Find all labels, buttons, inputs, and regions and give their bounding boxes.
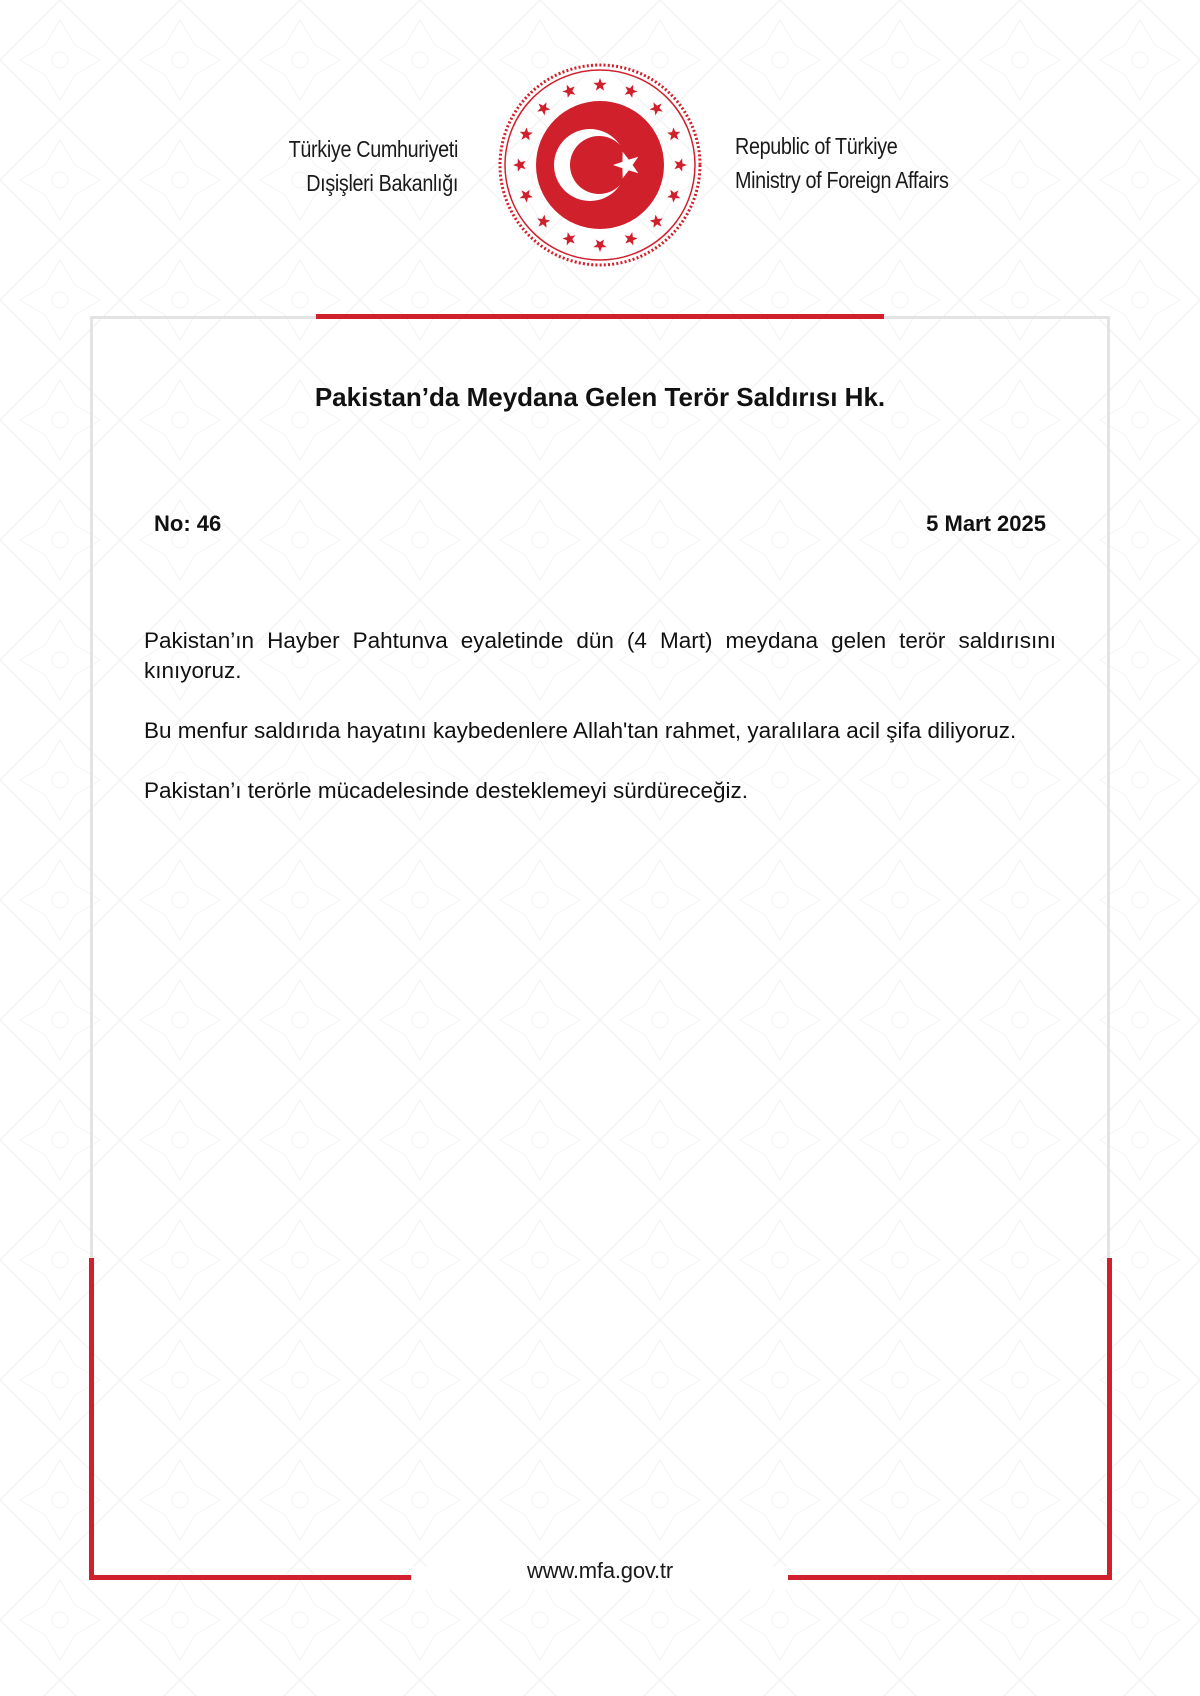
frame-bottom-right-accent: [788, 1575, 1112, 1580]
body-paragraph: Pakistan’ı terörle mücadelesinde desteklemeyi sürdüreceğiz.: [144, 778, 749, 803]
seal-star-icon: [674, 158, 687, 171]
seal-star-icon: [513, 158, 526, 171]
seal-star-icon: [562, 85, 575, 98]
seal-star-icon: [650, 215, 663, 228]
header-ministry-name-tr: [228, 132, 458, 200]
document-title: Pakistan’da Meydana Gelen Terör Saldırısı Hk.: [314, 382, 886, 412]
frame-right-accent: [1107, 1258, 1112, 1580]
header-right-line2: Ministry of Foreign Affairs: [735, 167, 949, 193]
seal-star-icon: [650, 102, 663, 115]
seal-star-icon: [667, 190, 680, 203]
seal-star-icon: [593, 239, 606, 252]
seal-star-icon: [593, 78, 606, 91]
seal-star-icon: [537, 102, 550, 115]
seal-star-icon: [520, 190, 533, 203]
frame-top-accent: [316, 314, 884, 319]
seal-star-icon: [625, 232, 638, 245]
document-date: 5 Mart 2025: [926, 511, 1046, 536]
header-right-line1: Republic of Türkiye: [735, 133, 898, 159]
seal-star-icon: [537, 215, 550, 228]
seal-star-icon: [520, 127, 533, 140]
body-paragraph: Pakistan’ın Hayber Pahtunva eyaletinde dün (4 Mart) meydana gelen terör saldırısını kınıyoruz.: [144, 628, 1056, 683]
document-body: [144, 626, 1056, 836]
frame-left-accent: [89, 1258, 94, 1580]
footer-website: www.mfa.gov.tr: [527, 1558, 673, 1583]
body-paragraph: Bu menfur saldırıda hayatını kaybedenlere Allah'tan rahmet, yaralılara acil şifa diliyoruz.: [144, 718, 1017, 743]
document-frame: [90, 316, 1110, 1578]
frame-bottom-left-accent: [89, 1575, 411, 1580]
crescent-and-star-seal-icon: [496, 61, 704, 269]
header-left-line1: Türkiye Cumhuriyeti: [288, 136, 458, 162]
seal-star-icon: [625, 85, 638, 98]
document-number: No: 46: [154, 511, 222, 536]
header-ministry-name-en: [735, 129, 1010, 197]
header-left-line2: Dışişleri Bakanlığı: [306, 170, 458, 196]
seal-star-icon: [562, 232, 575, 245]
seal-star-icon: [667, 127, 680, 140]
